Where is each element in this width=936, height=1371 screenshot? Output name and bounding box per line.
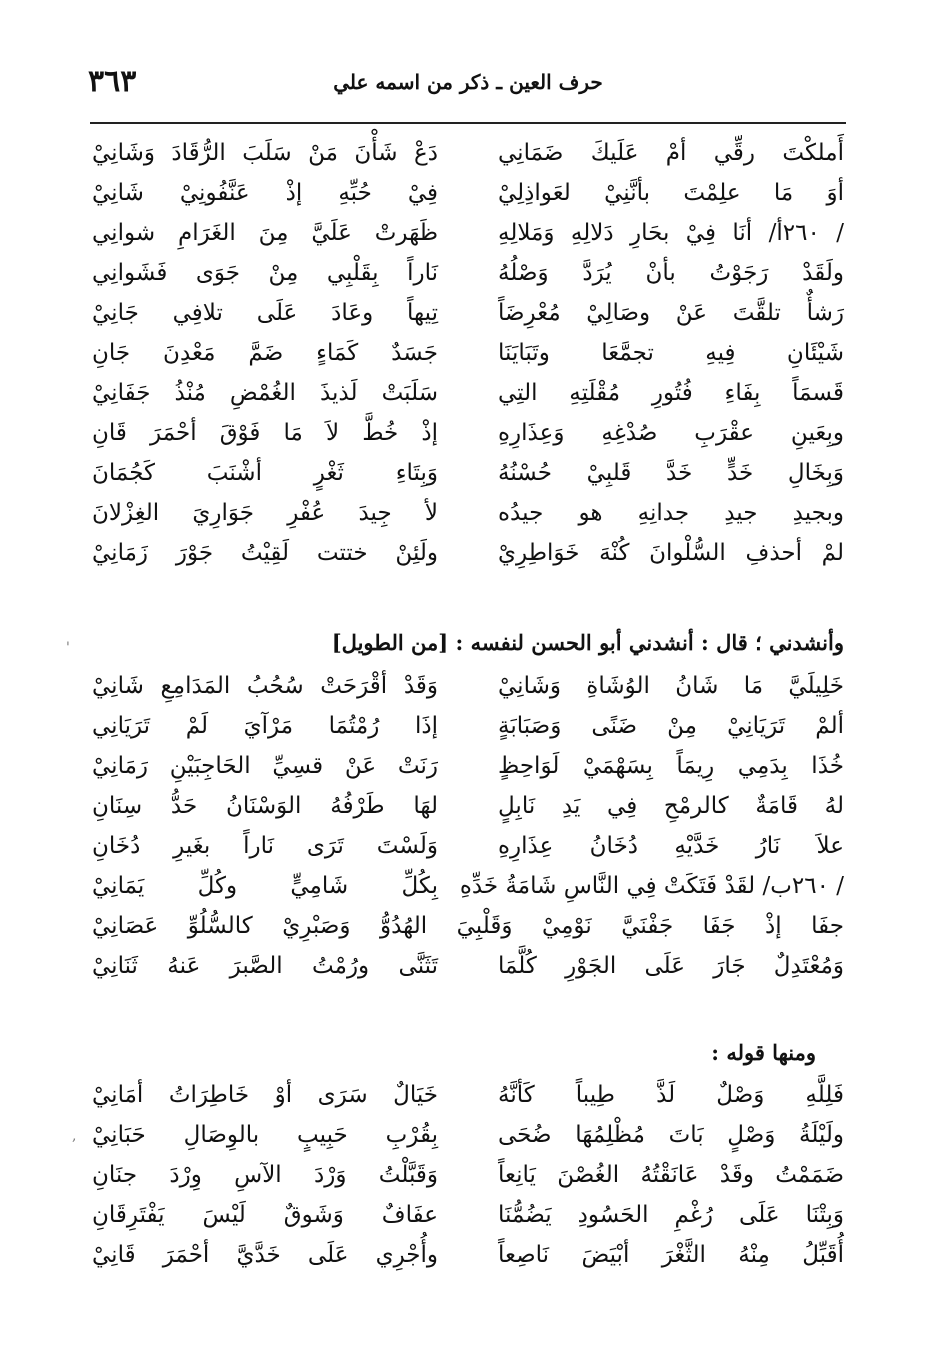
verse <box>92 253 844 293</box>
full-line-verse: جفَا إذْ جَفَا جَفْنَيَّ نَوْمِيْ وَقَلْبِيَ الهُدُوُّ وَصَبْرِيْ كالسُّلُوِّ عَصَانِيْ <box>92 913 844 939</box>
second-hemistich: تِيهاً وعَادَ عَلَى تلافِي جَانِيْ <box>92 300 438 326</box>
page-number: ٣٦٣ <box>88 64 137 99</box>
verse <box>92 1155 844 1195</box>
running-title: حرف العين ـ ذكر من اسمه علي <box>333 70 603 94</box>
second-hemistich: فِيْ حُبِّهِ إذْ عَنَّفُونِيْ شَانِيْ <box>92 180 438 206</box>
second-hemistich: لهَا طَرْفُهُ الوَسْنَانُ حَدُّ سِنَانِ <box>92 793 438 819</box>
margin-mark: ' <box>66 640 70 656</box>
verse-full-line <box>92 906 844 946</box>
second-hemistich: نَاراً بِقَلْبِي مِنْ جَوَى فَشَوانِي <box>92 260 438 286</box>
first-hemistich: رَشأٌ تلقَّتَ عَنْ وصَالِيْ مُعْرِضَاً <box>498 300 844 326</box>
poem-2 <box>92 666 844 986</box>
verse <box>92 826 844 866</box>
verse <box>92 666 844 706</box>
first-hemistich: ولَقَدْ رَجَوْتُ بأنْ يُرَدَّ وَصْلُهُ <box>498 260 844 286</box>
verse <box>92 413 844 453</box>
second-hemistich: وَقَبَّلْتُ وَرْدَ الآسِ وِرْدَ جنَانِ <box>92 1162 438 1188</box>
second-hemistich: دَعْ شَأْنَ مَنْ سَلَبَ الرُّقَادَ وَشَانِيْ <box>92 140 438 166</box>
first-hemistich: أُقَبِّلُ مِنْهُ الثَّغْرَ أبْيَضَ نَاصِعاً <box>498 1242 844 1268</box>
poem-3 <box>92 1075 844 1275</box>
first-hemistich: وبِعَينِ عقْرَبِ صُدْغِهِ وَعِذَارِهِ <box>498 420 844 446</box>
first-hemistich: وبجيدِ جيدِ جدانِهِ هو جيدُه <box>498 500 844 526</box>
verse <box>92 173 844 213</box>
first-hemistich: لهُ قَامَةٌ كالرمْحِ فِي يَدِ نَابِلٍ <box>498 793 844 819</box>
second-hemistich: وَبِتَاءِ ثَغْرٍ أشْنَبَ كَجُمَانَ <box>92 460 438 486</box>
first-hemistich: خَلِيلَيَّ مَا شَانُ الوُشَاةِ وَشَانِيْ <box>498 673 844 699</box>
poem-1 <box>92 133 844 573</box>
first-hemistich: أوَ مَا علِمْتَ بأنَّنِيْ لعَواذِلِيْ <box>498 180 844 206</box>
verse <box>92 293 844 333</box>
margin-mark: , <box>72 1128 77 1144</box>
first-hemistich: أَملكْتَ رقِّي أمْ عَلَيكَ ضَمَانِي <box>498 140 844 166</box>
first-hemistich: وَبِتْنَا عَلَى رُغْمِ الحَسُودِ يَضُمُّنَا <box>498 1202 844 1228</box>
second-hemistich: لأ جِيدَ عُفْرِ جَوَارِيَ الغِزْلانَ <box>92 500 438 526</box>
verse <box>92 946 844 986</box>
first-hemistich: ولَيْلَةُ وَصْلٍ بَاتَ مُظْلِمُهَا ضُحَى <box>498 1122 844 1148</box>
first-hemistich: لمْ أحذفِ السُّلْوانَ كُنْهَ خَوَاطِرِيْ <box>498 540 844 566</box>
first-hemistich: ضَمَمْتُ وقَدْ عَانَقْتُهُ الغُصْنَ يَانِعاً <box>498 1162 844 1188</box>
second-hemistich: بِقُرْبِ حَبِيبٍ بالوِصَالِ حَبَانِيْ <box>92 1122 438 1148</box>
first-hemistich: ألمْ تَرَيَانِيْ مِنْ ضَنًى وَصَبَابَةٍ <box>498 713 844 739</box>
first-hemistich: فَلِلَّهِ وَصْلٌ لَذَّ طِيباً كَأنَّهُ <box>498 1082 844 1108</box>
verse <box>92 133 844 173</box>
first-hemistich: / ٢٦٠ب/ لقَدْ فَتَكَتْ فِي النَّاسِ شَامَةُ خَدِّهِ <box>459 873 844 899</box>
second-hemistich: ولَئِنْ ختتت لَقِيْتُ جَوْرَ زَمَانِيْ <box>92 540 438 566</box>
first-hemistich: وَبِخَالِ خَدٍّ خَدَّ قَلبِيْ حُسْنُهُ <box>498 460 844 486</box>
header-rule <box>90 122 846 124</box>
second-hemistich: عفَافٌ وَشَوقٌ لَيْسَ يَفْتَرِقَانِ <box>92 1202 438 1228</box>
second-hemistich: وَقَدْ أقْرَحَتْ سُحُبُ المَدَامِعِ شَانِيْ <box>92 673 438 699</box>
verse <box>92 866 844 906</box>
first-hemistich: وَمُعْتَدِلٌ جَارَ عَلَى الجَوْرِ كُلَّمَا <box>498 953 844 979</box>
second-hemistich: رَنَتْ عَنْ قسِيِّ الحَاجِبَيْنِ رَمَانِيْ <box>92 753 438 779</box>
first-hemistich: شَيْئَانِ فِيهِ تجمَّعَا وتَبَايَنَا <box>498 340 844 366</box>
second-hemistich: وأُجْرِي عَلَى خَدَّيَّ أحْمَرَ قَانِيْ <box>92 1242 438 1268</box>
verse <box>92 453 844 493</box>
second-hemistich: ظَهَرتْ عَلَيَّ مِنَ الغَرَامِ شوانِي <box>92 220 438 246</box>
first-hemistich: / ٢٦٠أ/ أنَا فِيْ بحَارِ دَلالِهِ وَمَلالِهِ <box>498 220 844 246</box>
second-hemistich: وَلَسْتَ تَرَى نَاراً بغَيرِ دُخَانِ <box>92 833 438 859</box>
verse <box>92 1075 844 1115</box>
verse <box>92 1195 844 1235</box>
second-hemistich: سَلَبَتْ لَذيذَ الغُمْضِ مُنْذُ جَفَانِيْ <box>92 380 438 406</box>
second-hemistich: جَسَدٌ كَمَاءٍ ضَمَّ مَعْدِنَ جَانِ <box>92 340 438 366</box>
verse <box>92 213 844 253</box>
verse <box>92 786 844 826</box>
verse <box>92 333 844 373</box>
first-hemistich: علاَ نَارُ خَدَّيْهِ دُخَانُ عِذَارِهِ <box>498 833 844 859</box>
second-hemistich: بِكُلِّ شَامِيٍّ وكُلِّ يَمَانِيْ <box>92 873 438 899</box>
intro-line-2: ومنها قوله : <box>711 1040 816 1065</box>
second-hemistich: خَيَالٌ سَرَى أوْ خَاطِرَاتُ أمَانِيْ <box>92 1082 438 1108</box>
verse <box>92 533 844 573</box>
first-hemistich: خُذَا بِدَمِي رِيمَاً بِسَهْمَيْ لَوَاحِظٍ <box>498 753 844 779</box>
verse <box>92 746 844 786</box>
verse <box>92 1235 844 1275</box>
verse <box>92 493 844 533</box>
first-hemistich: قَسمَاً بِفَاءِ فُتُورِ مُقْلَتِهِ التِي <box>498 380 844 406</box>
intro-line: وأنشدني ؛ قال : أنشدني أبو الحسن لنفسه : [من الطويل] <box>331 630 844 655</box>
second-hemistich: تَثَنَّى ورُمْتُ الصَّبرَ عَنهُ ثَنَانِيْ <box>92 953 438 979</box>
verse <box>92 373 844 413</box>
second-hemistich: إذْ خُطَّ لاَ مَا فَوْقَ أحْمَرَ قَانِ <box>92 420 438 446</box>
verse <box>92 1115 844 1155</box>
verse <box>92 706 844 746</box>
second-hemistich: إذَا رُمْتُمَا مَرْآيَ لَمْ تَرَيَانِي <box>92 713 438 739</box>
